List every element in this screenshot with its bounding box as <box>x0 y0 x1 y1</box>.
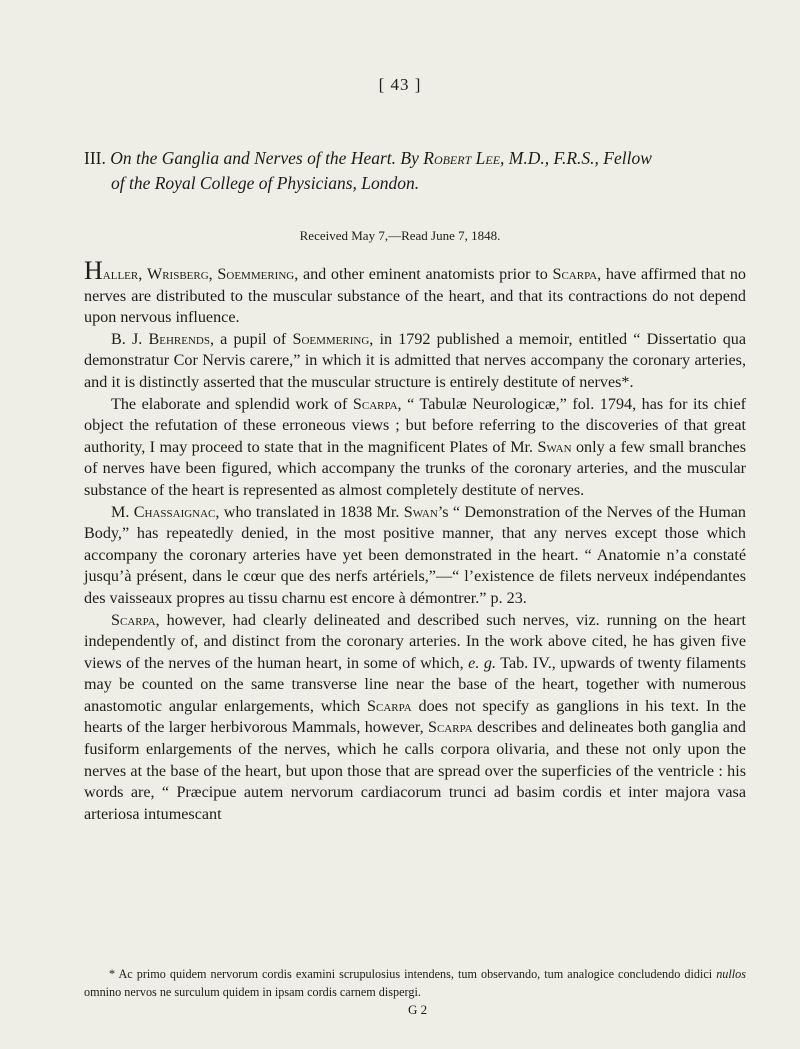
text-segment: , however, had clearly delineated and described such nerves, viz. running on the heart independently of, and distinct from the coronary arteries. In the work above cited, he has given five views of the nerves of the human heart, in some of which, <box>84 611 746 672</box>
text-segment: The elaborate and splendid work of <box>111 395 353 413</box>
name-swan: Swan <box>537 438 572 456</box>
text-segment: Tab. IV., upwards of twenty filaments may be counted on the same transverse line near the base of the heart, together with numerous anastomotic angular enlargements, which <box>84 654 746 715</box>
name-scarpa: Scarpa <box>367 697 412 715</box>
text-segment: , <box>138 266 147 283</box>
name-soemmering: Soemmering <box>217 266 295 283</box>
received-date: Received May 7,—Read June 7, 1848. <box>299 228 501 243</box>
title-numeral: III. <box>84 148 106 168</box>
title-author: Robert Lee <box>423 148 501 168</box>
paragraph-2 <box>84 329 746 394</box>
title-degrees: , M.D., F.R.S., Fellow <box>500 148 652 168</box>
page-number: [ 43 ] <box>378 75 422 94</box>
title-by: By <box>400 148 419 168</box>
footnote-emphasis: nullos <box>716 967 746 981</box>
text-segment: , <box>208 266 218 283</box>
paragraph-1 <box>84 256 747 329</box>
title-line-1 <box>84 146 734 171</box>
text-segment: , and other eminent anatomists prior to <box>294 266 553 283</box>
name-behrends: B. J. Behrends <box>111 330 210 348</box>
name-scarpa: Scarpa <box>427 719 473 737</box>
footnote <box>84 965 746 1001</box>
text-segment: describes and delineates both ganglia and fusiform enlargements of the nerves, which he calls corpora olivaria, and these not only upon the nerves at the base of the heart, but upon those that are spread over the superficies of the ventricle : his words are, “ Præcipue autem nervorum cardiacorum trunci ad basim cordis et inter majora vasa arteriosa intumescant <box>84 719 746 823</box>
text-segment: does not specify as ganglions in his text. In the hearts of the larger herbivorous Mammals, however, <box>84 697 746 737</box>
name-scarpa: Scarpa <box>111 611 156 629</box>
text-segment: , a pupil of <box>209 330 293 348</box>
article-title <box>84 146 734 196</box>
abbrev-eg: e. g. <box>468 654 496 672</box>
text-segment: ’s “ Demonstration of the Nerves of the Human Body,” has repeatedly denied, in the most positive manner, that any nerves except those which accompany the coronary arteries have yet been demonstrated in the heart. “ Anatomie n’a constaté jusqu’à présent, dans le cœur que des nerfs artériels,”—“ l’existence de filets nerveux indépendantes des vaisseaux propres au tissu charnu est encore à démontrer.” p. 23. <box>84 503 746 607</box>
name-wrisberg: Wrisberg <box>146 266 209 283</box>
signature-mark: G 2 <box>408 1002 428 1017</box>
paragraph-4 <box>84 502 746 610</box>
name-soemmering: Soemmering <box>292 330 370 348</box>
title-main: On the Ganglia and Nerves of the Heart. <box>110 148 397 168</box>
text-segment: only a few small branches of nerves have been figured, which accompany the trunks of the coronary arteries, and the muscular substance of the heart is represented as almost completely destitute of nerves. <box>84 438 746 499</box>
text-segment: omnino nervos ne surculum quidem in ipsam cordis carnem dispergi. <box>84 985 421 999</box>
title-line-2 <box>84 171 734 196</box>
text-segment: , have affirmed that no nerves are distributed to the muscular substance of the heart, and that its contractions do not depend upon nervous influence. <box>84 266 747 327</box>
paragraph-5 <box>84 610 746 826</box>
name-scarpa: Scarpa <box>352 395 398 413</box>
name-haller: aller <box>102 266 139 283</box>
body-text <box>84 256 747 825</box>
text-segment: , who translated in 1838 Mr. <box>215 503 404 521</box>
title-affiliation: of the Royal College of Physicians, London. <box>111 173 420 193</box>
text-segment: * Ac primo quidem nervorum cordis examini scrupulosius intendens, tum observando, tum analogice concludendo didici <box>109 967 717 981</box>
name-chassaignac: M. Chassaignac <box>111 503 216 521</box>
drop-cap: H <box>84 256 103 285</box>
paragraph-3 <box>84 394 746 502</box>
name-swan: Swan <box>403 503 438 521</box>
text-segment: , in 1792 published a memoir, entitled “ Dissertatio qua demonstratur Cor Nervis carere,” in which it is admitted that nerves accompany the coronary arteries, and it is distinctly asserted that the muscular structure is entirely destitute of nerves*. <box>84 330 747 391</box>
text-segment: , “ Tabulæ Neurologicæ,” fol. 1794, has for its chief object the refutation of these erroneous views ; but before referring to the discoveries of that great authority, I may proceed to state that in the magnificent Plates of Mr. <box>84 395 746 456</box>
name-scarpa: Scarpa <box>552 266 598 283</box>
